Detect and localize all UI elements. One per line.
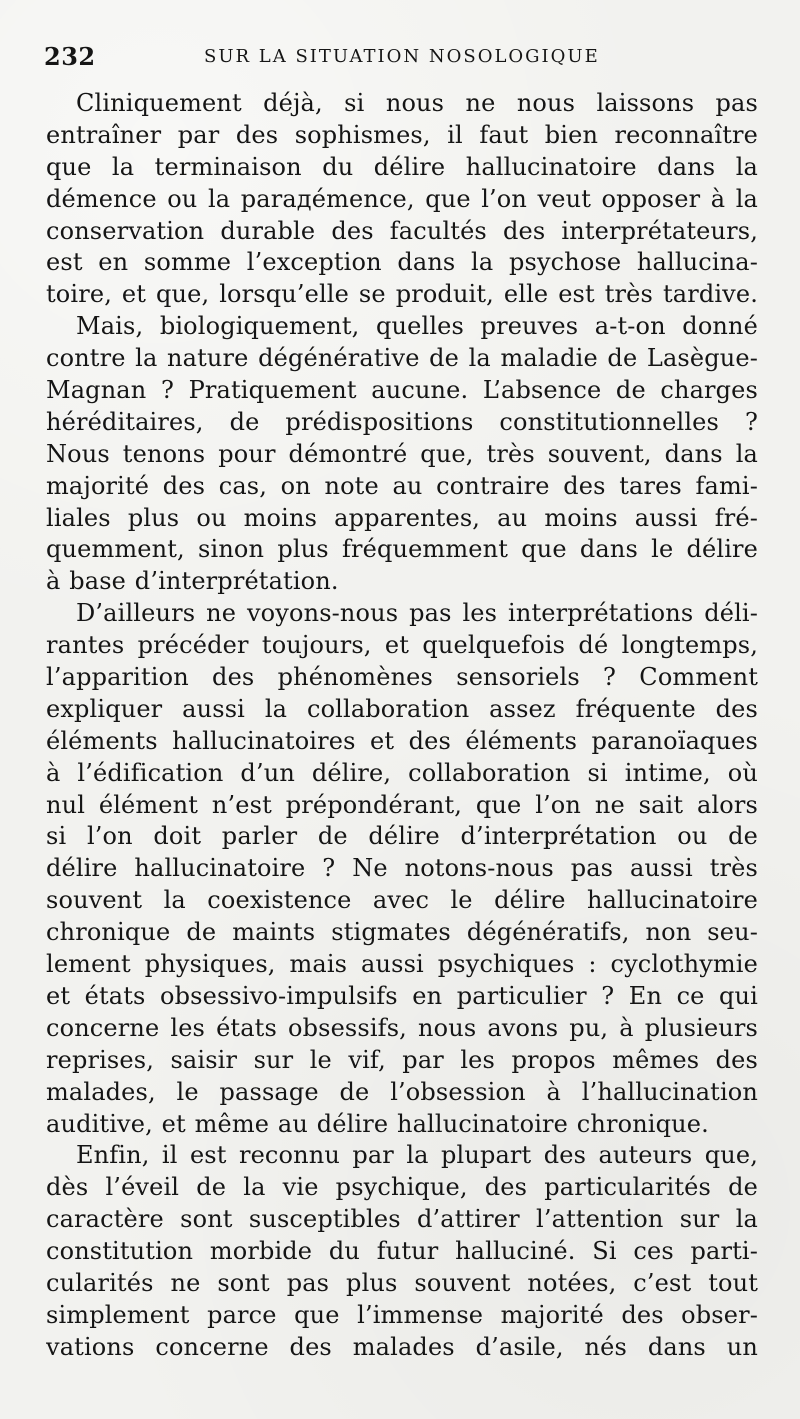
text-line: si l’on doit parler de délire d’interprétation ou de (46, 822, 758, 851)
text-line: concerne les états obsessifs, nous avons pu, à plusieurs (46, 1013, 758, 1042)
text-line: contre la nature dégénérative de la maladie de Lasègue- (46, 344, 758, 373)
text-line: chronique de maints stigmates dégénératifs, non seu- (46, 918, 758, 947)
text-line: vations concerne des malades d’asile, nés dans un (46, 1332, 758, 1361)
body-text (46, 88, 758, 1364)
text-line: quemment, sinon plus fréquemment que dans le délire (46, 535, 758, 564)
text-line: éléments hallucinatoires et des éléments paranoïaques (46, 726, 758, 755)
text-line: héréditaires, de prédispositions constitutionnelles ? (46, 407, 758, 436)
text-line: auditive, et même au délire hallucinatoire chronique. (46, 1109, 709, 1138)
text-line: souvent la coexistence avec le délire hallucinatoire (46, 886, 758, 915)
text-line: à base d’interprétation. (46, 567, 339, 596)
text-line: malades, le passage de l’obsession à l’hallucination (46, 1077, 758, 1106)
text-line: conservation durable des facultés des interprétateurs, (46, 216, 758, 245)
text-line: dès l’éveil de la vie psychique, des particularités de (46, 1173, 758, 1202)
text-line: l’apparition des phénomènes sensoriels ? Comment (46, 663, 758, 692)
text-line: lement physiques, mais aussi psychiques : cyclothymie (46, 950, 758, 979)
text-line: Mais, biologiquement, quelles preuves a-t-on donné (76, 312, 758, 341)
text-line: cularités ne sont pas plus souvent notées, c’est tout (46, 1268, 758, 1297)
text-line: toire, et que, lorsqu’elle se produit, elle est très tardive. (46, 280, 758, 309)
running-title: SUR LA SITUATION NOSOLOGIQUE (204, 46, 600, 67)
text-line: caractère sont susceptibles d’attirer l’attention sur la (46, 1205, 758, 1234)
text-line: Magnan ? Pratiquement aucune. L’absence de charges (46, 376, 758, 405)
page-number: 232 (44, 42, 96, 71)
text-line: reprises, saisir sur le vif, par les propos mêmes des (46, 1045, 758, 1074)
text-line: démence ou la parадémence, que l’on veut opposer à la (46, 184, 758, 213)
text-line: à l’édification d’un délire, collaboration si intime, où (46, 758, 758, 787)
text-line: nul élément n’est prépondérant, que l’on ne sait alors (46, 790, 758, 819)
text-line: délire hallucinatoire ? Ne notons-nous pas aussi très (46, 854, 758, 883)
text-line: constitution morbide du futur halluciné. Si ces parti- (46, 1237, 758, 1266)
text-line: est en somme l’exception dans la psychose hallucina- (46, 248, 758, 277)
text-line: liales plus ou moins apparentes, au moins aussi fré- (46, 503, 758, 532)
text-line: entraîner par des sophismes, il faut bien reconnaître (46, 120, 758, 149)
text-line: que la terminaison du délire hallucinatoire dans la (46, 152, 758, 181)
text-line: Cliniquement déjà, si nous ne nous laissons pas (76, 89, 758, 117)
text-line: et états obsessivo-impulsifs en particulier ? En ce qui (46, 981, 758, 1010)
running-head (44, 40, 770, 72)
text-line: D’ailleurs ne voyons-nous pas les interprétations déli- (76, 599, 758, 628)
text-line: simplement parce que l’immense majorité des obser- (46, 1300, 758, 1329)
text-line: rantes précéder toujours, et quelquefois dé longtemps, (46, 631, 758, 660)
text-line: Nous tenons pour démontré que, très souvent, dans la (46, 439, 758, 468)
text-line: majorité des cas, on note au contraire des tares fami- (46, 471, 758, 500)
text-line: expliquer aussi la collaboration assez fréquente des (46, 694, 758, 723)
text-line: Enfin, il est reconnu par la plupart des auteurs que, (76, 1141, 758, 1170)
